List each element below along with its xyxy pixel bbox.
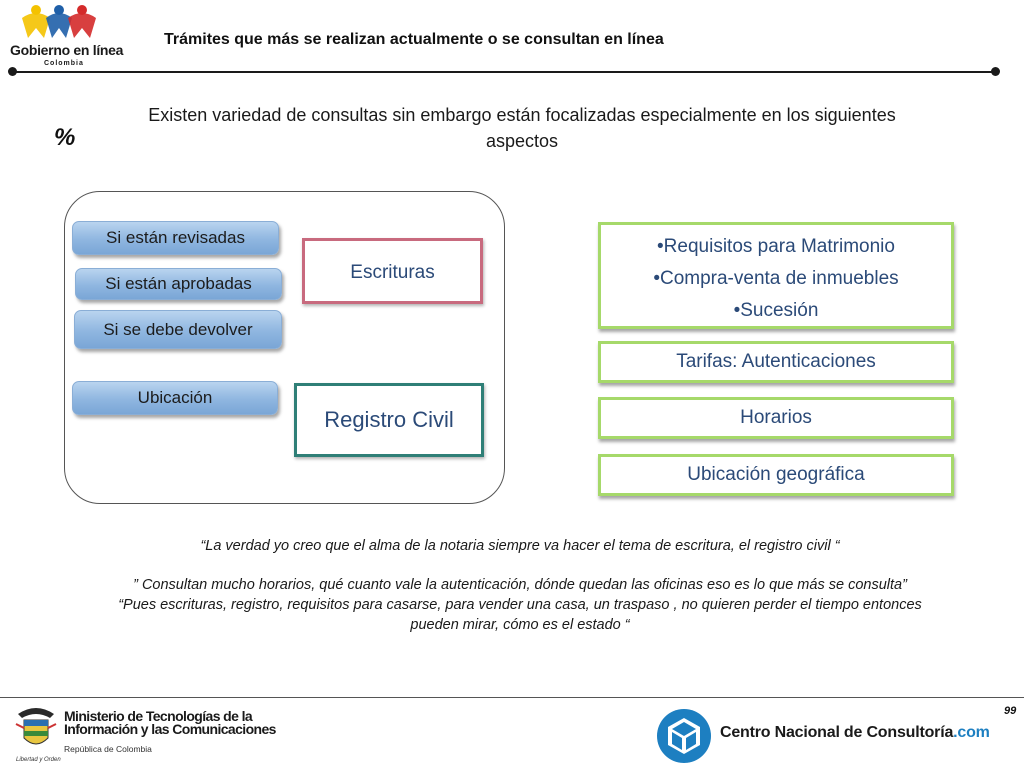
registro-civil-box [294,383,484,457]
list-item: •Compra-venta de inmuebles [653,268,899,289]
gobierno-en-linea-logo [8,4,124,68]
cnc-name: Centro Nacional de Consultoría [720,724,954,741]
logo-country-text: Colombia [44,60,84,67]
quote-3: “Pues escrituras, registro, requisitos para casarse, para vender una casa, un traspaso , no quieren perder el tiempo entonces pueden mirar, cómo es el estado “ [118,597,922,633]
cnc-brand-text [720,724,990,742]
page-title: Trámites que más se realizan actualmente o se consultan en línea [164,31,664,48]
escrituras-box [302,238,483,304]
pill-ubicacion: Ubicación [72,381,278,415]
quote-1: “La verdad yo creo que el alma de la notaria siempre va hacer el tema de escritura, el registro civil “ [200,538,840,554]
escrituras-label: Escrituras [350,262,435,283]
percent-symbol: % [54,124,76,151]
requisitos-list-box [598,222,954,329]
ministry-subtitle: República de Colombia [64,744,152,754]
intro-text: Existen variedad de consultas sin embargo están focalizadas especialmente en los siguientes aspectos [148,105,896,151]
rule-right-dot [991,67,1000,76]
ministry-line-1: Ministerio de Tecnologías de la [64,708,253,724]
pill-devolver: Si se debe devolver [74,310,282,349]
footer-divider [0,697,1024,698]
ministry-name [64,710,276,736]
quote-2: ” Consultan mucho horarios, qué cuanto vale la autenticación, dónde quedan las oficinas eso es lo que más se consulta” [133,577,907,593]
coat-of-arms-icon [14,704,58,760]
registro-civil-label: Registro Civil [324,407,454,432]
coat-motto: Libertad y Orden [16,757,61,763]
cnc-suffix: .com [953,724,990,741]
logo-brand-text: Gobierno en línea [10,42,124,58]
cnc-cube-logo-icon [656,708,712,764]
quotes-block [110,536,930,635]
page-number: 99 [1004,705,1017,717]
horarios-box: Horarios [598,397,954,439]
tarifas-box: Tarifas: Autenticaciones [598,341,954,383]
pill-aprobadas: Si están aprobadas [75,268,282,300]
list-item: •Sucesión [733,300,819,321]
list-item: •Requisitos para Matrimonio [657,236,895,257]
people-figures-icon [14,4,104,40]
pill-revisadas: Si están revisadas [72,221,279,255]
ubicacion-geografica-box: Ubicación geográfica [598,454,954,496]
ministry-line-2: Información y las Comunicaciones [64,721,276,737]
header-divider [12,71,996,73]
